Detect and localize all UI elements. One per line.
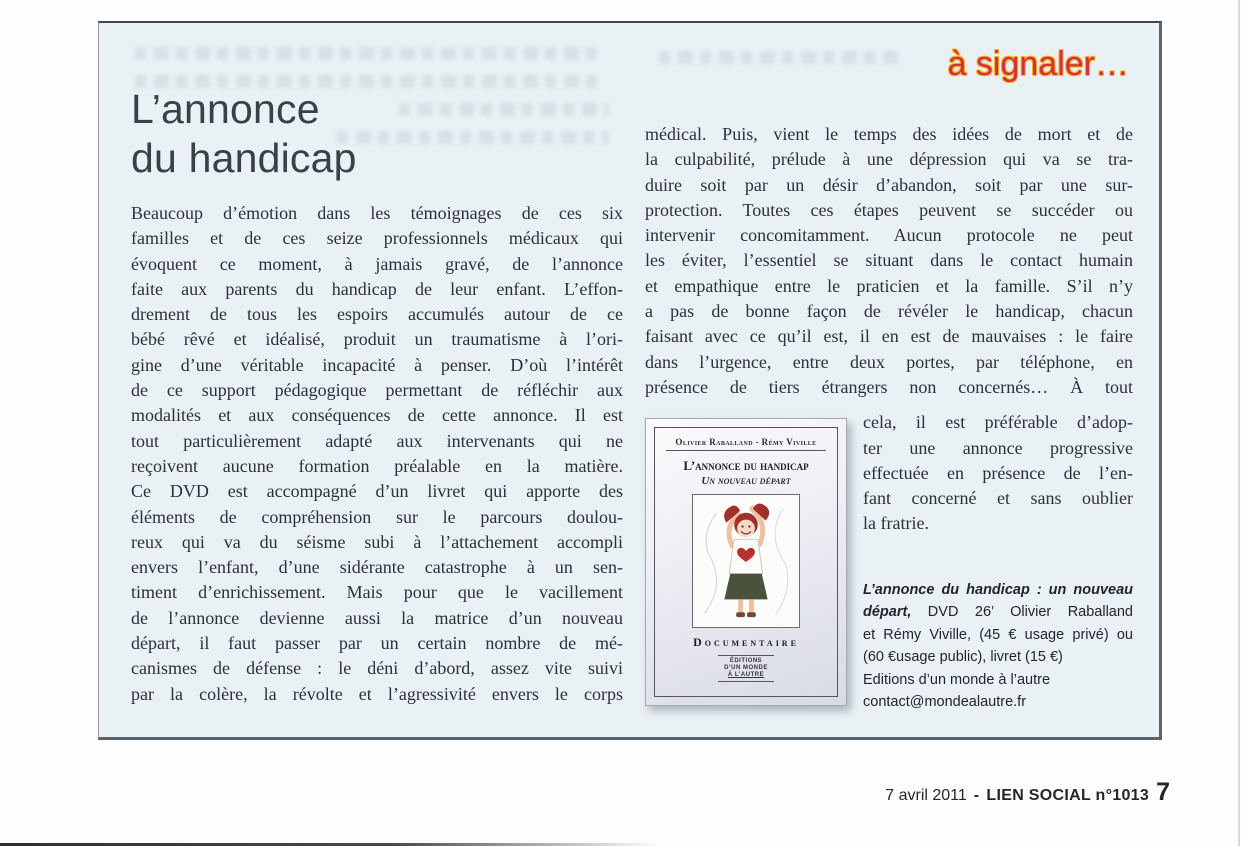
bleed-through-decoration: [135, 47, 603, 60]
text-line: a pas de bonne façon de révéler le handicap, chacun: [645, 301, 1133, 322]
footer-journal: LIEN SOCIAL n°1013: [986, 787, 1150, 804]
girl-drawing-icon: [694, 495, 798, 625]
dvd-cover: [645, 418, 847, 706]
text-line: faite aux parents du handicap de leur enfant. L’effon-: [131, 278, 623, 299]
magazine-page: [98, 21, 1162, 740]
caption-text: Editions d’un monde à l’autre: [863, 671, 1051, 688]
right-stack: [863, 410, 1133, 713]
text-line: médical. Puis, vient le temps des idées de mort et de: [645, 124, 1133, 144]
caption-title: L’annonce du handicap : un nouveau: [863, 581, 1133, 598]
text-line: reux qui va du séisme subi à l’attachement accompli: [131, 531, 623, 552]
text-line: envers l’enfant, d’une sidérante catastrophe à un sen-: [131, 557, 623, 578]
bleed-through-decoration: [399, 103, 609, 116]
caption-text: contact@mondealautre.fr: [863, 694, 1027, 711]
text-line: reçoivent aucune formation préalable en la matière.: [131, 455, 623, 476]
text-line: les éviter, l’essentiel se situant dans le contact humain: [645, 250, 1133, 271]
text-line: par la colère, la révolte et l’agressivité envers le corps: [131, 683, 623, 704]
text-line: évoquent ce moment, à jamais gravé, de l’annonce: [131, 253, 623, 274]
text-line: de l’annonce devienne aussi la matrice d’un nouveau: [131, 607, 623, 628]
cover-authors: Olivier Raballand - Rémy Viville: [666, 437, 826, 451]
text-line: la fratrie.: [863, 513, 929, 534]
text-line: éléments de compréhension sur le parcours doulou-: [131, 506, 623, 527]
caption-text: et Rémy Viville, (45 € usage privé) ou: [863, 626, 1133, 643]
caption-line: [863, 601, 1133, 624]
text-line: présence de tiers étrangers non concernés… À tout: [645, 376, 1133, 397]
caption-text: DVD 26’ Olivier Raballand: [911, 604, 1133, 621]
cover-genre: Documentaire: [693, 635, 799, 650]
text-line: et empathique entre le praticien et la famille. S’il n’y: [645, 275, 1133, 296]
text-line: ter une annonce progressive: [863, 437, 1133, 458]
text-line: intervenir concomitamment. Aucun protocole ne peut: [645, 225, 1133, 246]
text-line: canismes de défense : le déni d’abord, assez vite suivi: [131, 658, 623, 679]
caption-line: [863, 646, 1133, 669]
bleed-through-decoration: [337, 131, 609, 144]
text-line: bébé rêvé et idéalisé, produit un traumatisme à l’ori-: [131, 329, 623, 350]
text-line: tout particulièrement adapté aux intervenants qui ne: [131, 430, 623, 451]
text-line: timent d’enrichissement. Mais pour que le vacillement: [131, 582, 623, 603]
footer-date: 7 avril 2011: [885, 787, 967, 804]
text-line: départ, il faut passer par un certain nombre de mé-: [131, 633, 623, 654]
wrap-text: [863, 410, 1133, 536]
publisher-logo-line: D’UN MONDE: [724, 665, 768, 672]
text-line: de ce support pédagogique permettant de réfléchir aux: [131, 380, 623, 401]
text-line: faisant avec ce qu’il est, il en est de mauvaises : le faire: [645, 326, 1133, 347]
scan-edge-artifact: [1238, 0, 1240, 846]
caption-line: [863, 624, 1133, 647]
left-column: [131, 201, 623, 707]
publisher-logo-line: ÉDITIONS: [729, 658, 763, 665]
caption-title: départ,: [863, 604, 912, 621]
text-line: fant concerné et sans oublier: [863, 488, 1133, 509]
text-line: duire soit par un désir d’abandon, soit par une sur-: [645, 174, 1133, 195]
dvd-cover-content: [658, 431, 834, 693]
publisher-logo-line: À L’AUTRE: [727, 672, 765, 679]
bleed-through-decoration: [659, 51, 899, 64]
cover-and-text-row: [645, 410, 1133, 713]
right-column-text: [645, 122, 1133, 400]
caption-email: [863, 691, 1133, 714]
footer-separator: -: [973, 787, 980, 804]
page-footer: [0, 778, 1170, 807]
text-line: Ce DVD est accompagné d’un livret qui apporte des: [131, 481, 623, 502]
caption-text: (60 €usage public), livret (15 €): [863, 649, 1063, 666]
text-line: familles et de ces seize professionnels médicaux qui: [131, 228, 623, 249]
text-line: la culpabilité, prélude à une dépression qui va se tra-: [645, 149, 1133, 170]
footer-page-number: 7: [1156, 778, 1170, 806]
caption-publisher: [863, 669, 1133, 692]
text-line: effectuée en présence de l’en-: [863, 462, 1133, 483]
cover-title: L’annonce du handicap: [683, 458, 809, 474]
section-label: à signaler…: [947, 45, 1129, 83]
text-line: protection. Toutes ces étapes peuvent se succéder ou: [645, 199, 1133, 220]
article-title-line2: du handicap: [131, 135, 357, 181]
text-line: gine d’une véritable incapacité à penser. D’où l’intérêt: [131, 354, 623, 375]
publisher-logo: [718, 655, 774, 682]
article-title-line1: L’annonce: [131, 86, 320, 132]
right-column: [645, 122, 1133, 714]
text-line: Beaucoup d’émotion dans les témoignages de ces six: [131, 203, 623, 223]
article-title: [131, 85, 357, 183]
text-line: dans l’urgence, entre deux portes, par téléphone, en: [645, 351, 1133, 372]
cover-subtitle: Un nouveau départ: [701, 475, 791, 488]
text-line: drement de tous les espoirs accumulés autour de ce: [131, 304, 623, 325]
dvd-caption: [863, 579, 1133, 714]
cover-illustration: [692, 494, 800, 628]
text-line: cela, il est préférable d’adop-: [863, 412, 1133, 433]
caption-line: [863, 579, 1133, 602]
text-line: modalités et aux conséquences de cette annonce. Il est: [131, 405, 623, 426]
